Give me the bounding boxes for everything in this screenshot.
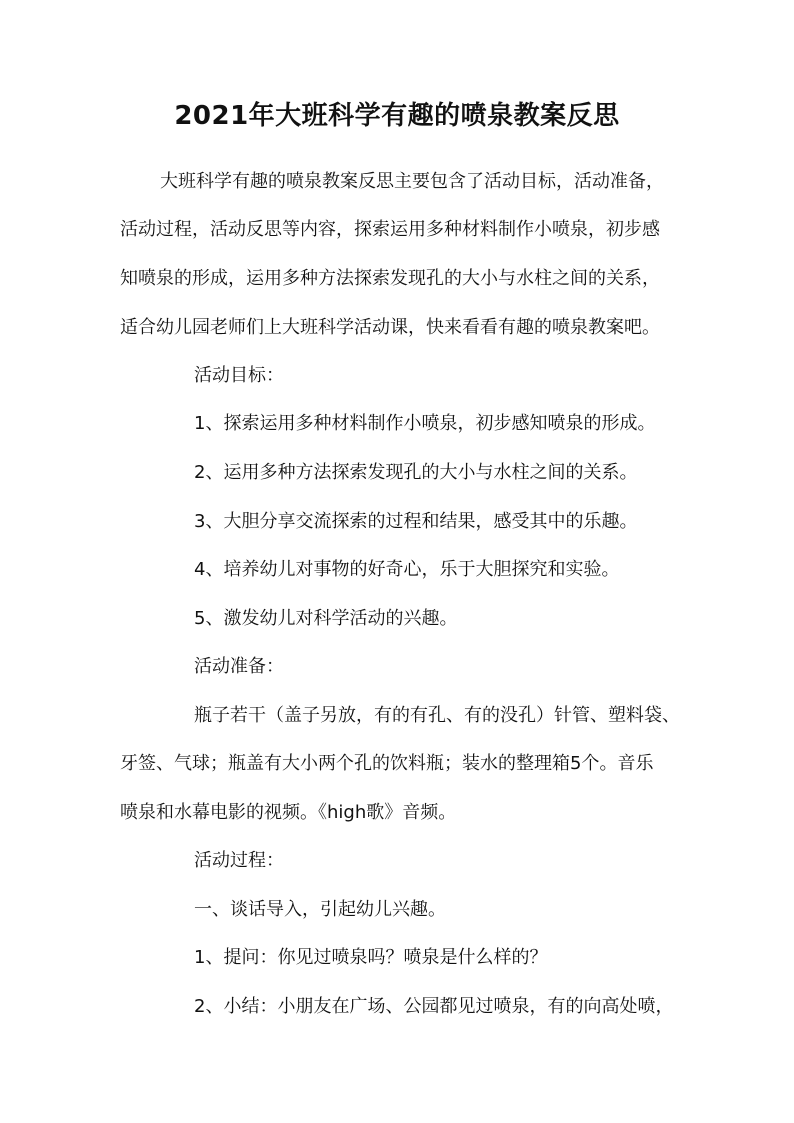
intro-line: 知喷泉的形成，运用多种方法探索发现孔的大小与水柱之间的关系，: [120, 268, 660, 289]
document-title: 2021年大班科学有趣的喷泉教案反思: [174, 101, 620, 131]
intro-line: 大班科学有趣的喷泉教案反思主要包含了活动目标，活动准备，: [160, 171, 664, 192]
goal-item: 1、探索运用多种材料制作小喷泉，初步感知喷泉的形成。: [194, 413, 656, 434]
process-line: 一、谈话导入，引起幼儿兴趣。: [194, 899, 446, 920]
intro-line: 活动过程，活动反思等内容，探索运用多种材料制作小喷泉，初步感: [120, 219, 660, 240]
prep-heading: 活动准备：: [194, 656, 284, 677]
goals-heading: 活动目标：: [194, 365, 284, 386]
process-line: 1、提问：你见过喷泉吗？喷泉是什么样的？: [194, 947, 548, 968]
goal-item: 4、培养幼儿对事物的好奇心，乐于大胆探究和实验。: [194, 559, 620, 580]
goal-item: 2、运用多种方法探索发现孔的大小与水柱之间的关系。: [194, 462, 638, 483]
intro-line: 适合幼儿园老师们上大班科学活动课，快来看看有趣的喷泉教案吧。: [120, 317, 660, 338]
process-line: 2、小结：小朋友在广场、公园都见过喷泉，有的向高处喷，: [194, 996, 674, 1017]
prep-line: 牙签、气球；瓶盖有大小两个孔的饮料瓶；装水的整理箱5个。音乐: [120, 753, 654, 774]
process-heading: 活动过程：: [194, 850, 284, 871]
prep-line: 喷泉和水幕电影的视频。《high歌》音频。: [120, 802, 457, 823]
goal-item: 3、大胆分享交流探索的过程和结果，感受其中的乐趣。: [194, 511, 638, 532]
prep-line: 瓶子若干（盖子另放，有的有孔、有的没孔）针管、塑料袋、: [194, 705, 680, 726]
goal-item: 5、激发幼儿对科学活动的兴趣。: [194, 608, 458, 629]
